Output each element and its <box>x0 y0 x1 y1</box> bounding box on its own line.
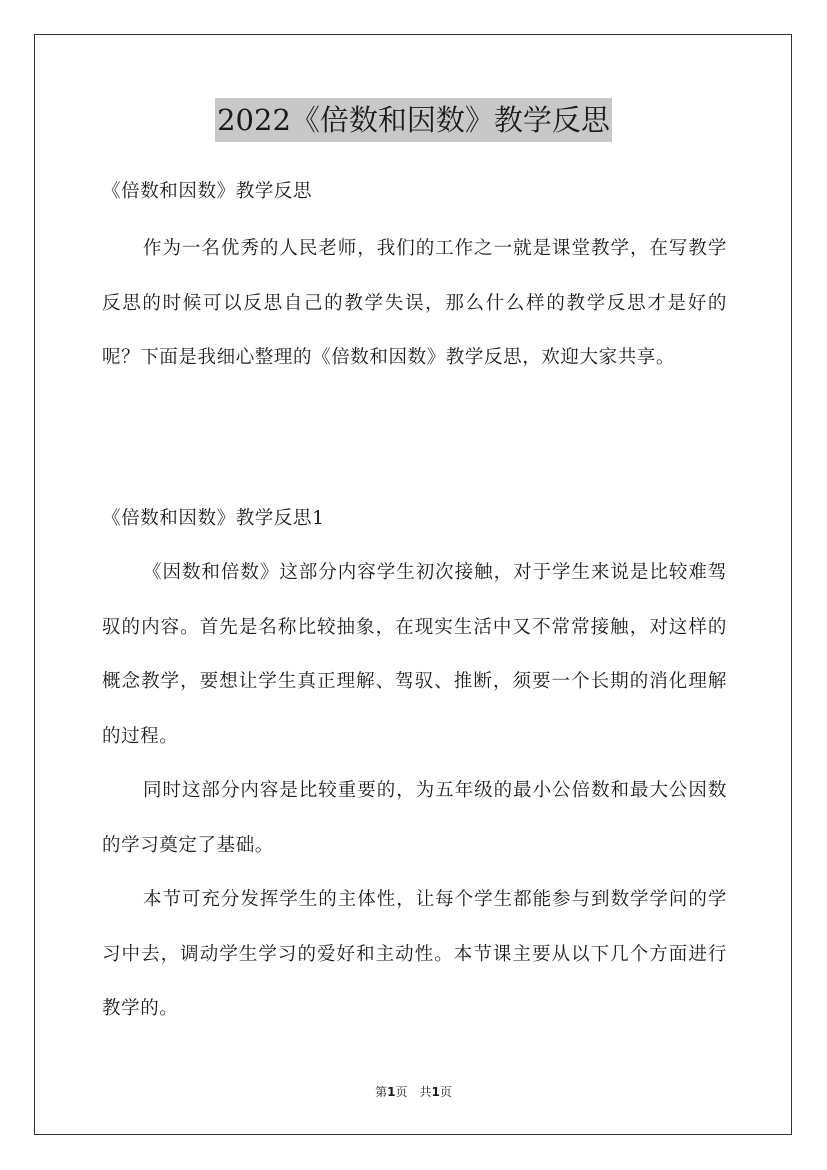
document-title: 2022《倍数和因数》教学反思 <box>215 98 612 142</box>
footer-page-prefix: 第 <box>375 1085 388 1099</box>
footer-page-mid: 页 共 <box>395 1085 432 1099</box>
section1-paragraph-1: 《因数和倍数》这部分内容学生初次接触，对于学生来说是比较难驾驭的内容。首先是名称比较抽象，在现实生活中又不常常接触，对这样的概念教学，要想让学生真正理解、驾驭、推断，须要一个长期的消化理解的过程。 <box>102 562 727 747</box>
intro-paragraph: 作为一名优秀的人民老师，我们的工作之一就是课堂教学，在写教学反思的时候可以反思自己的教学失误，那么什么样的教学反思才是好的呢？下面是我细心整理的《倍数和因数》教学反思，欢迎大家共享。 <box>102 238 727 368</box>
section1-paragraph-3: 本节可充分发挥学生的主体性，让每个学生都能参与到数学学问的学习中去，调动学生学习的爱好和主动性。本节课主要从以下几个方面进行教学的。 <box>102 889 727 1019</box>
title-container <box>0 98 827 142</box>
section1-heading-block <box>102 507 727 531</box>
footer-page-suffix: 页 <box>439 1085 452 1099</box>
intro-block <box>102 222 727 386</box>
section1-body <box>102 546 727 1037</box>
section1-paragraph-2: 同时这部分内容是比较重要的，为五年级的最小公倍数和最大公因数的学习奠定了基础。 <box>102 780 727 856</box>
subtitle-block <box>102 180 727 204</box>
footer-page-total: 1 <box>431 1085 440 1099</box>
footer-page-current: 1 <box>387 1085 396 1099</box>
page-footer <box>0 1083 827 1100</box>
document-subtitle: 《倍数和因数》教学反思 <box>102 181 313 202</box>
section1-heading: 《倍数和因数》教学反思1 <box>102 508 325 529</box>
